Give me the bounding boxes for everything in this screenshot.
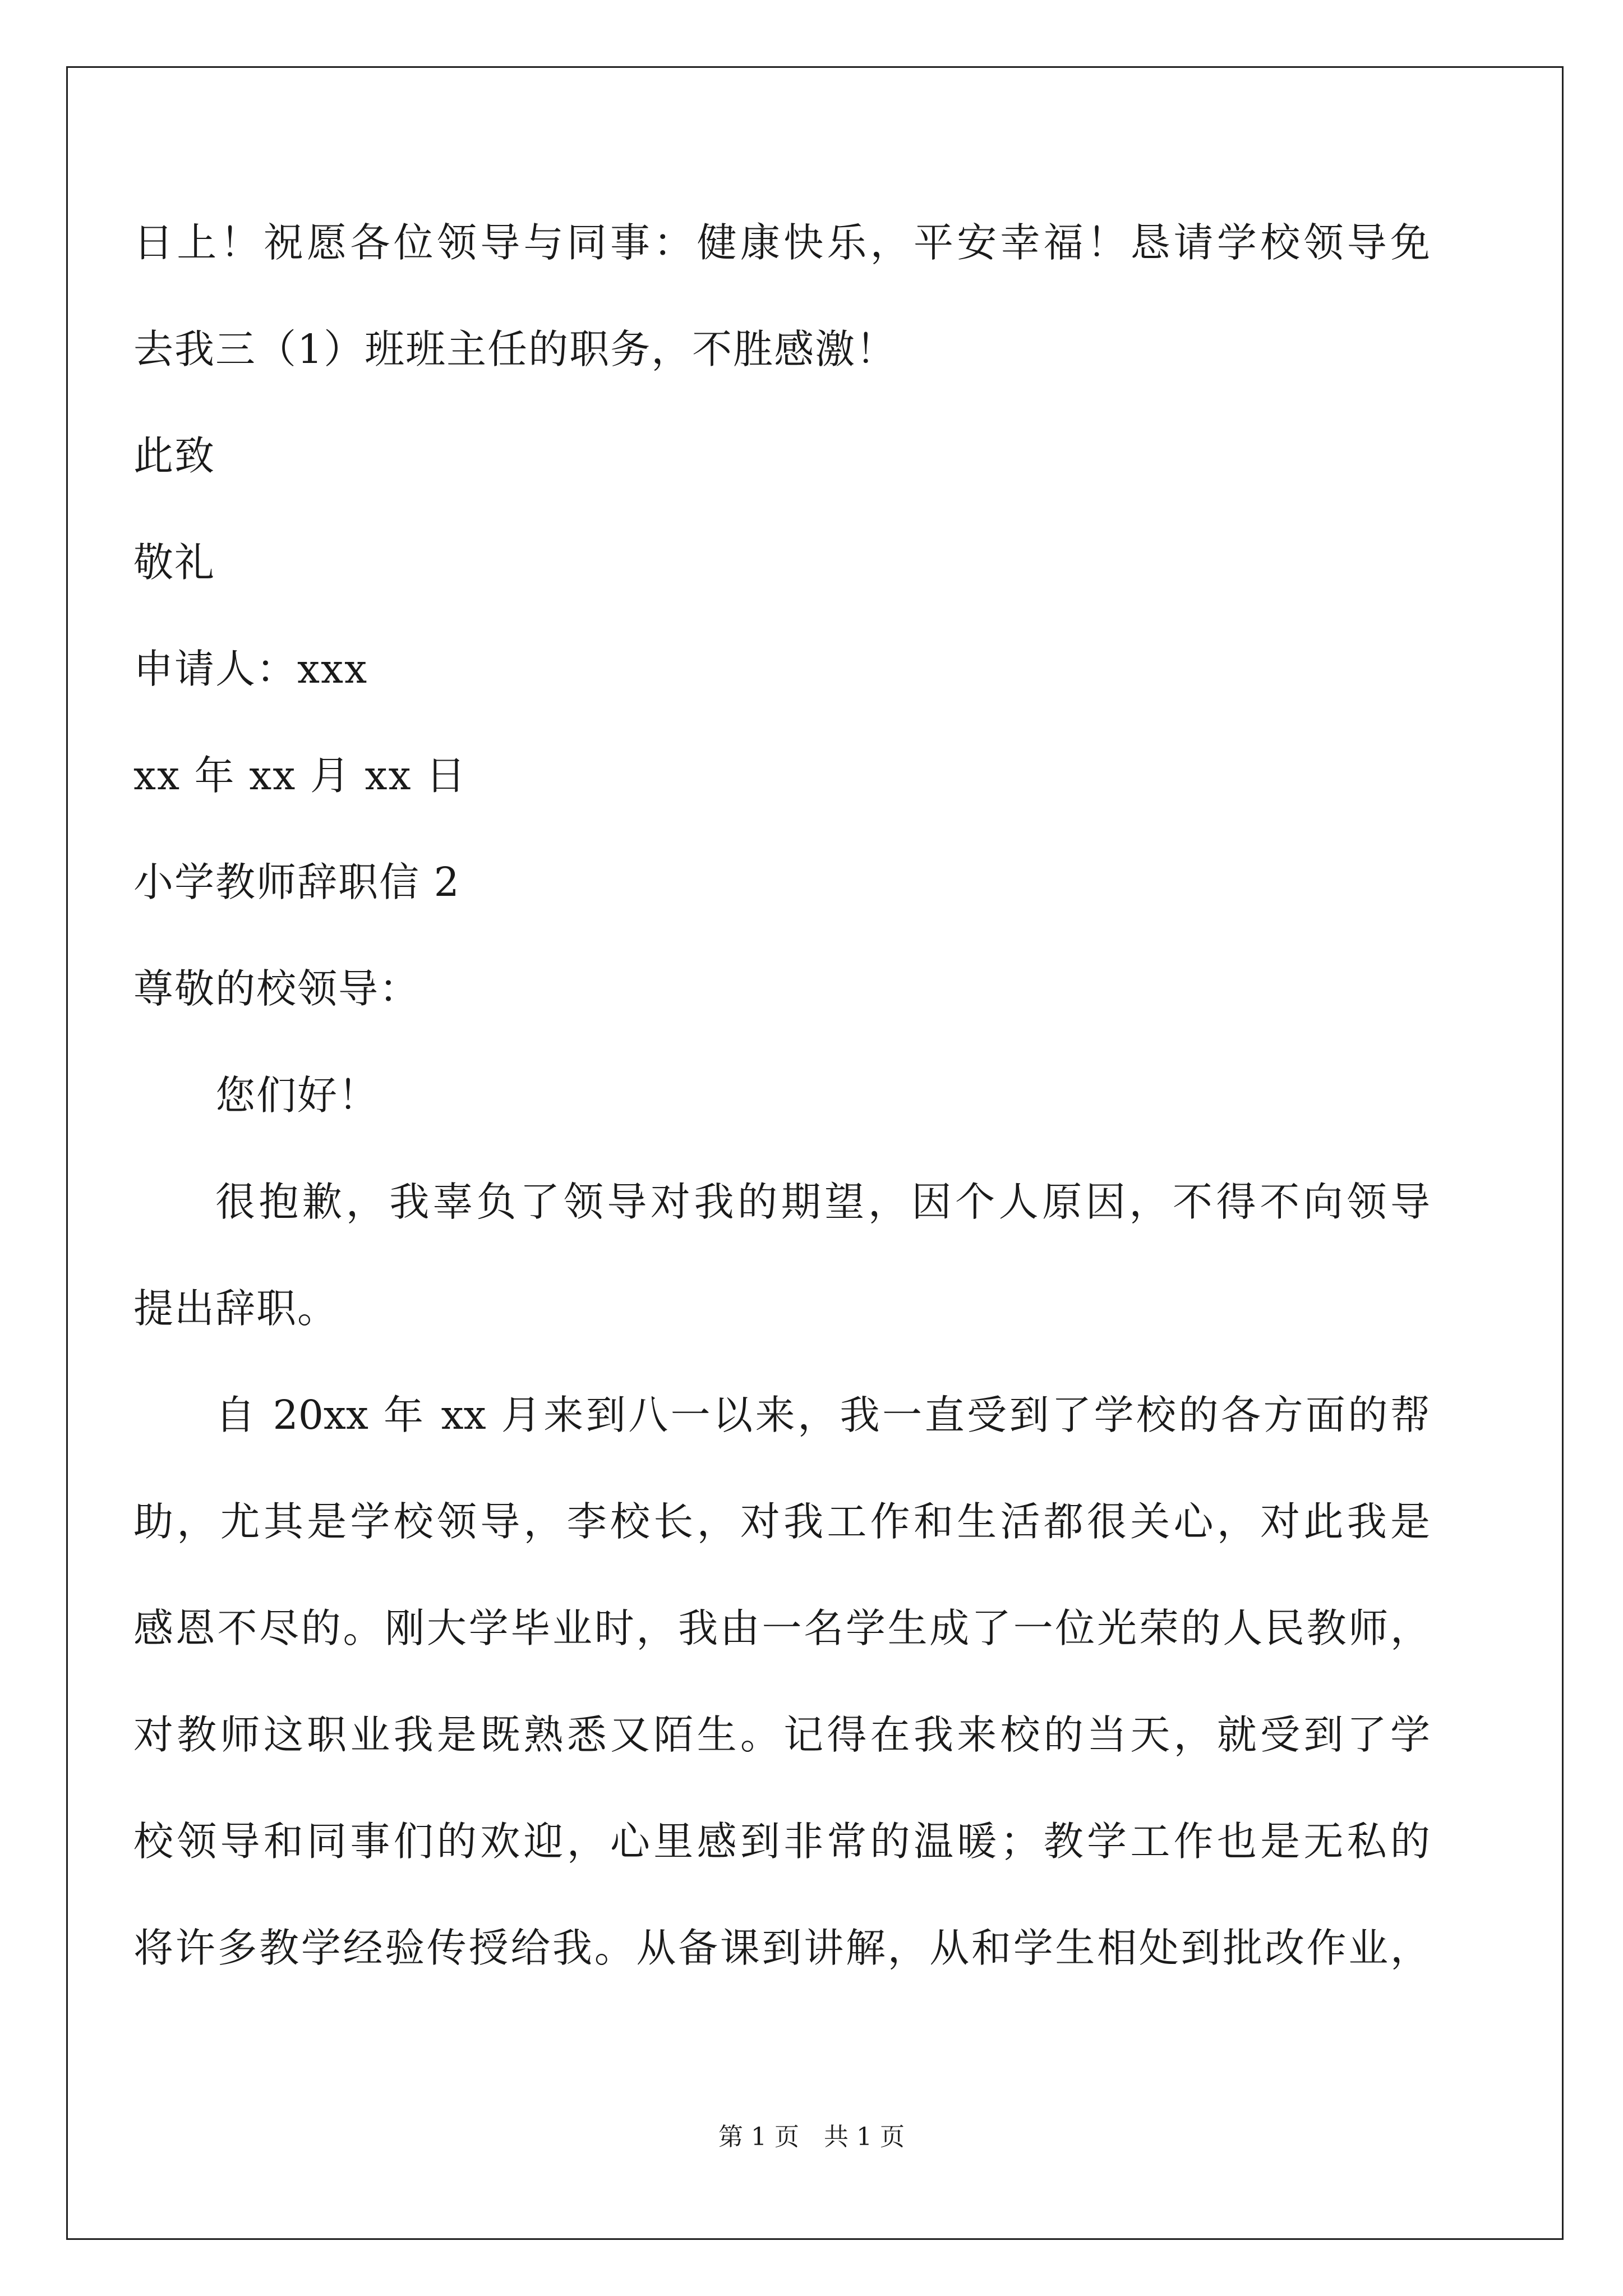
text-line: 很抱歉，我辜负了领导对我的期望，因个人原因，不得不向领导: [215, 1179, 1430, 1225]
greeting: 您们好！: [215, 1072, 380, 1119]
text-line: 去我三（1）班班主任的职务，不胜感激！: [133, 326, 897, 372]
text-line: 提出辞职。: [133, 1285, 339, 1332]
text-line: 感恩不尽的。刚大学毕业时，我由一名学生成了一位光荣的人民教师，: [133, 1605, 1430, 1651]
applicant-signature: 申请人：xxx: [133, 646, 368, 692]
section-title: 小学教师辞职信 2: [133, 859, 460, 905]
page-border: [66, 66, 1564, 2240]
date-line: xx 年 xx 月 xx 日: [133, 752, 467, 799]
closing-regards: 敬礼: [133, 539, 216, 586]
text-line: 对教师这职业我是既熟悉又陌生。记得在我来校的当天，就受到了学: [133, 1711, 1430, 1758]
page-footer: 第 1 页 共 1 页: [718, 2123, 905, 2151]
text-line: 将许多教学经验传授给我。从备课到讲解，从和学生相处到批改作业，: [133, 1925, 1430, 1971]
closing-salutation: 此致: [133, 432, 216, 479]
text-line: 助，尤其是学校领导，李校长，对我工作和生活都很关心，对此我是: [133, 1498, 1430, 1545]
text-line: 校领导和同事们的欢迎，心里感到非常的温暖；教学工作也是无私的: [133, 1818, 1430, 1865]
letter-salutation: 尊敬的校领导：: [133, 965, 421, 1012]
text-line: 日上！祝愿各位领导与同事：健康快乐，平安幸福！恳请学校领导免: [133, 219, 1430, 266]
text-line: 自 20xx 年 xx 月来到八一以来，我一直受到了学校的各方面的帮: [215, 1392, 1430, 1438]
